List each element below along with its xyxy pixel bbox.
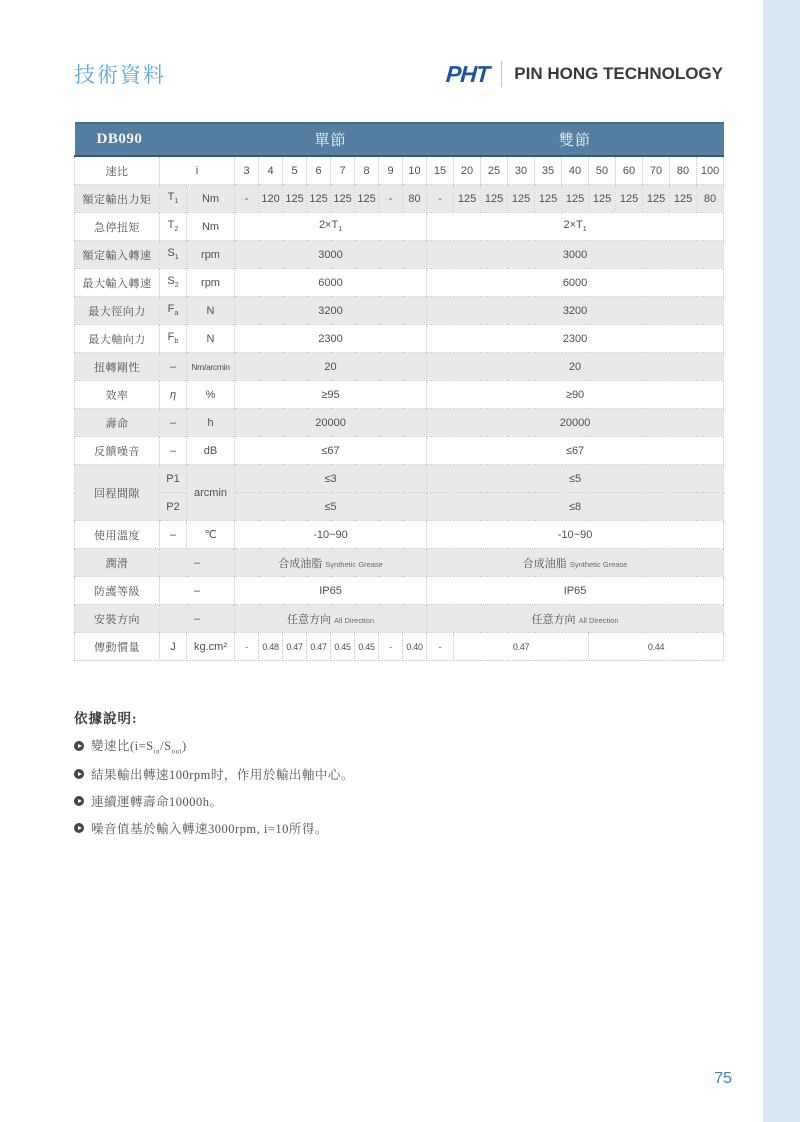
spec-value-single: 0.48	[259, 633, 283, 661]
spec-unit: rpm	[187, 269, 235, 297]
spec-value-double: 0.47	[454, 633, 589, 661]
spec-value-single: 任意方向 All Direction	[235, 605, 427, 633]
spec-value-single: -	[379, 633, 403, 661]
spec-symbol: $T_2$	[160, 213, 187, 241]
spec-value-single: ≥95	[235, 381, 427, 409]
page-title: 技術資料	[74, 64, 166, 87]
spec-value-double: 3200	[427, 297, 724, 325]
spec-value-single: 125	[355, 185, 379, 213]
spec-label: 最大軸向力	[75, 325, 160, 353]
spec-symbol: –	[160, 577, 235, 605]
spec-value-single: ≤5	[235, 493, 427, 521]
spec-label: 回程間隙	[75, 465, 160, 521]
spec-label: 速比	[75, 156, 160, 185]
spec-value-double: 15	[427, 156, 454, 185]
spec-value-double: 80	[670, 156, 697, 185]
spec-row	[75, 521, 724, 549]
brand-block	[446, 61, 723, 88]
spec-value-double: 125	[481, 185, 508, 213]
bullet-arrow-icon	[74, 769, 84, 779]
notes-list	[74, 736, 723, 837]
spec-value-single: -	[235, 185, 259, 213]
spec-row	[75, 633, 724, 661]
spec-row	[75, 409, 724, 437]
spec-label: 最大徑向力	[75, 297, 160, 325]
spec-value-double: 20	[427, 353, 724, 381]
spec-symbol: $F_b$	[160, 325, 187, 353]
table-model-header: DB090	[75, 123, 235, 156]
spec-symbol: –	[160, 437, 187, 465]
spec-value-double: 20000	[427, 409, 724, 437]
spec-value-double: 125	[616, 185, 643, 213]
spec-table-header-row	[75, 123, 724, 156]
notes-title: 依據說明:	[74, 711, 138, 726]
spec-symbol: $F_a$	[160, 297, 187, 325]
spec-value-single: 125	[307, 185, 331, 213]
single-stage-header: 單節	[235, 123, 427, 156]
spec-row	[75, 353, 724, 381]
spec-label: 傳動慣量	[75, 633, 160, 661]
spec-value-single: 0.45	[355, 633, 379, 661]
double-stage-header: 雙節	[427, 123, 724, 156]
note-text: 噪音值基於輸入轉速3000rpm, i=10所得。	[91, 821, 328, 836]
spec-value-double: 20	[454, 156, 481, 185]
spec-row	[75, 465, 724, 493]
spec-value-double: -10~90	[427, 521, 724, 549]
note-item	[74, 819, 723, 837]
spec-symbol: $T_1$	[160, 185, 187, 213]
spec-value-single: 2300	[235, 325, 427, 353]
spec-symbol: –	[160, 409, 187, 437]
spec-row	[75, 605, 724, 633]
spec-row	[75, 185, 724, 213]
spec-value-single: 3	[235, 156, 259, 185]
page-content	[74, 0, 723, 837]
spec-value-double: -	[427, 633, 454, 661]
notes-section	[74, 707, 723, 837]
spec-value-single: 0.47	[307, 633, 331, 661]
spec-value-double: IP65	[427, 577, 724, 605]
spec-value-double: 125	[508, 185, 535, 213]
spec-value-double: 125	[643, 185, 670, 213]
spec-unit: dB	[187, 437, 235, 465]
spec-value-single: ≤67	[235, 437, 427, 465]
spec-value-single: 20	[235, 353, 427, 381]
spec-value-single: 9	[379, 156, 403, 185]
note-item	[74, 736, 723, 756]
spec-row	[75, 241, 724, 269]
spec-value-single: 120	[259, 185, 283, 213]
spec-value-single: 10	[403, 156, 427, 185]
spec-value-double: 6000	[427, 269, 724, 297]
spec-value-single: 6000	[235, 269, 427, 297]
note-item	[74, 792, 723, 810]
spec-value-single: 7	[331, 156, 355, 185]
spec-value-double: ≤5	[427, 465, 724, 493]
spec-unit: kg.cm²	[187, 633, 235, 661]
spec-value-single: 8	[355, 156, 379, 185]
spec-value-single: IP65	[235, 577, 427, 605]
brand-name: PIN HONG TECHNOLOGY	[514, 64, 723, 83]
spec-row	[75, 325, 724, 353]
spec-value-double: ≥90	[427, 381, 724, 409]
spec-label: 額定輸出力矩	[75, 185, 160, 213]
spec-value-double: 2300	[427, 325, 724, 353]
spec-symbol: J	[160, 633, 187, 661]
spec-value-single: -10~90	[235, 521, 427, 549]
spec-value-double: 合成油脂 Synthetic Grease	[427, 549, 724, 577]
spec-value-double: -	[427, 185, 454, 213]
spec-value-single: -	[379, 185, 403, 213]
spec-label: 最大輸入轉速	[75, 269, 160, 297]
page-header	[74, 56, 723, 92]
arrow-glyph	[78, 744, 82, 748]
note-text: 變速比$(i=S_{in}/S_{out})$	[91, 739, 187, 756]
spec-value-double: $2\times T_1$	[427, 213, 724, 241]
spec-label: 壽命	[75, 409, 160, 437]
spec-value-double: 125	[535, 185, 562, 213]
spec-row	[75, 213, 724, 241]
right-margin-band	[763, 0, 800, 1122]
spec-value-double: 60	[616, 156, 643, 185]
spec-symbol: –	[160, 521, 187, 549]
spec-value-double: 40	[562, 156, 589, 185]
spec-label: 效率	[75, 381, 160, 409]
spec-symbol: $S_2$	[160, 269, 187, 297]
spec-value-double: 100	[697, 156, 724, 185]
spec-row	[75, 156, 724, 185]
spec-label: 反饋噪音	[75, 437, 160, 465]
spec-label: 扭轉剛性	[75, 353, 160, 381]
spec-value-single: 3200	[235, 297, 427, 325]
spec-value-double: 35	[535, 156, 562, 185]
spec-table-body	[75, 156, 724, 661]
bullet-arrow-icon	[74, 823, 84, 833]
spec-symbol: P2	[160, 493, 187, 521]
spec-value-double: 50	[589, 156, 616, 185]
spec-value-double: 25	[481, 156, 508, 185]
spec-value-single: $2\times T_1$	[235, 213, 427, 241]
spec-value-single: 125	[283, 185, 307, 213]
note-item	[74, 765, 723, 783]
spec-value-single: 20000	[235, 409, 427, 437]
spec-value-single: 80	[403, 185, 427, 213]
arrow-glyph	[78, 799, 82, 803]
spec-unit: Nm/arcmin	[187, 353, 235, 381]
spec-unit: rpm	[187, 241, 235, 269]
spec-value-double: 125	[562, 185, 589, 213]
spec-label: 使用溫度	[75, 521, 160, 549]
spec-symbol: –	[160, 353, 187, 381]
spec-symbol: –	[160, 549, 235, 577]
spec-row	[75, 297, 724, 325]
spec-unit: Nm	[187, 185, 235, 213]
bullet-arrow-icon	[74, 796, 84, 806]
arrow-glyph	[78, 772, 82, 776]
spec-symbol: P1	[160, 465, 187, 493]
bullet-arrow-icon	[74, 741, 84, 751]
spec-value-double: ≤67	[427, 437, 724, 465]
spec-value-double: 0.44	[589, 633, 724, 661]
page-number: 75	[714, 1070, 732, 1087]
spec-row	[75, 381, 724, 409]
spec-label: 潤滑	[75, 549, 160, 577]
spec-symbol: –	[160, 605, 235, 633]
spec-unit: %	[187, 381, 235, 409]
spec-value-single: 6	[307, 156, 331, 185]
spec-label: 急停扭矩	[75, 213, 160, 241]
spec-table	[74, 122, 724, 661]
brand-divider	[501, 61, 502, 87]
spec-value-double: 80	[697, 185, 724, 213]
spec-value-double: 30	[508, 156, 535, 185]
spec-symbol: $S_1$	[160, 241, 187, 269]
spec-row	[75, 493, 724, 521]
spec-row	[75, 577, 724, 605]
spec-unit: N	[187, 297, 235, 325]
pht-logo: PHT	[445, 60, 491, 87]
spec-unit: Nm	[187, 213, 235, 241]
spec-value-double: ≤8	[427, 493, 724, 521]
spec-row	[75, 269, 724, 297]
spec-unit: ℃	[187, 521, 235, 549]
note-text: 連續運轉壽命10000h。	[91, 794, 223, 809]
spec-value-single: 4	[259, 156, 283, 185]
spec-symbol: i	[160, 156, 235, 185]
spec-value-single: 3000	[235, 241, 427, 269]
spec-value-double: 125	[670, 185, 697, 213]
spec-value-single: 合成油脂 Synthetic Grease	[235, 549, 427, 577]
spec-value-single: 0.40	[403, 633, 427, 661]
spec-row	[75, 549, 724, 577]
spec-value-single: 0.47	[283, 633, 307, 661]
spec-value-double: 3000	[427, 241, 724, 269]
spec-value-single: 0.45	[331, 633, 355, 661]
note-text: 結果輸出轉速100rpm时，作用於輸出軸中心。	[91, 767, 354, 782]
spec-value-double: 任意方向 All Direction	[427, 605, 724, 633]
spec-value-single: 125	[331, 185, 355, 213]
spec-value-double: 125	[454, 185, 481, 213]
spec-label: 防護等級	[75, 577, 160, 605]
spec-value-double: 70	[643, 156, 670, 185]
spec-row	[75, 437, 724, 465]
spec-unit: h	[187, 409, 235, 437]
spec-value-double: 125	[589, 185, 616, 213]
spec-unit: N	[187, 325, 235, 353]
spec-value-single: -	[235, 633, 259, 661]
spec-value-single: ≤3	[235, 465, 427, 493]
spec-symbol: η	[160, 381, 187, 409]
spec-label: 額定輸入轉速	[75, 241, 160, 269]
spec-value-single: 5	[283, 156, 307, 185]
spec-label: 安裝方向	[75, 605, 160, 633]
spec-unit: arcmin	[187, 465, 235, 521]
arrow-glyph	[78, 826, 82, 830]
